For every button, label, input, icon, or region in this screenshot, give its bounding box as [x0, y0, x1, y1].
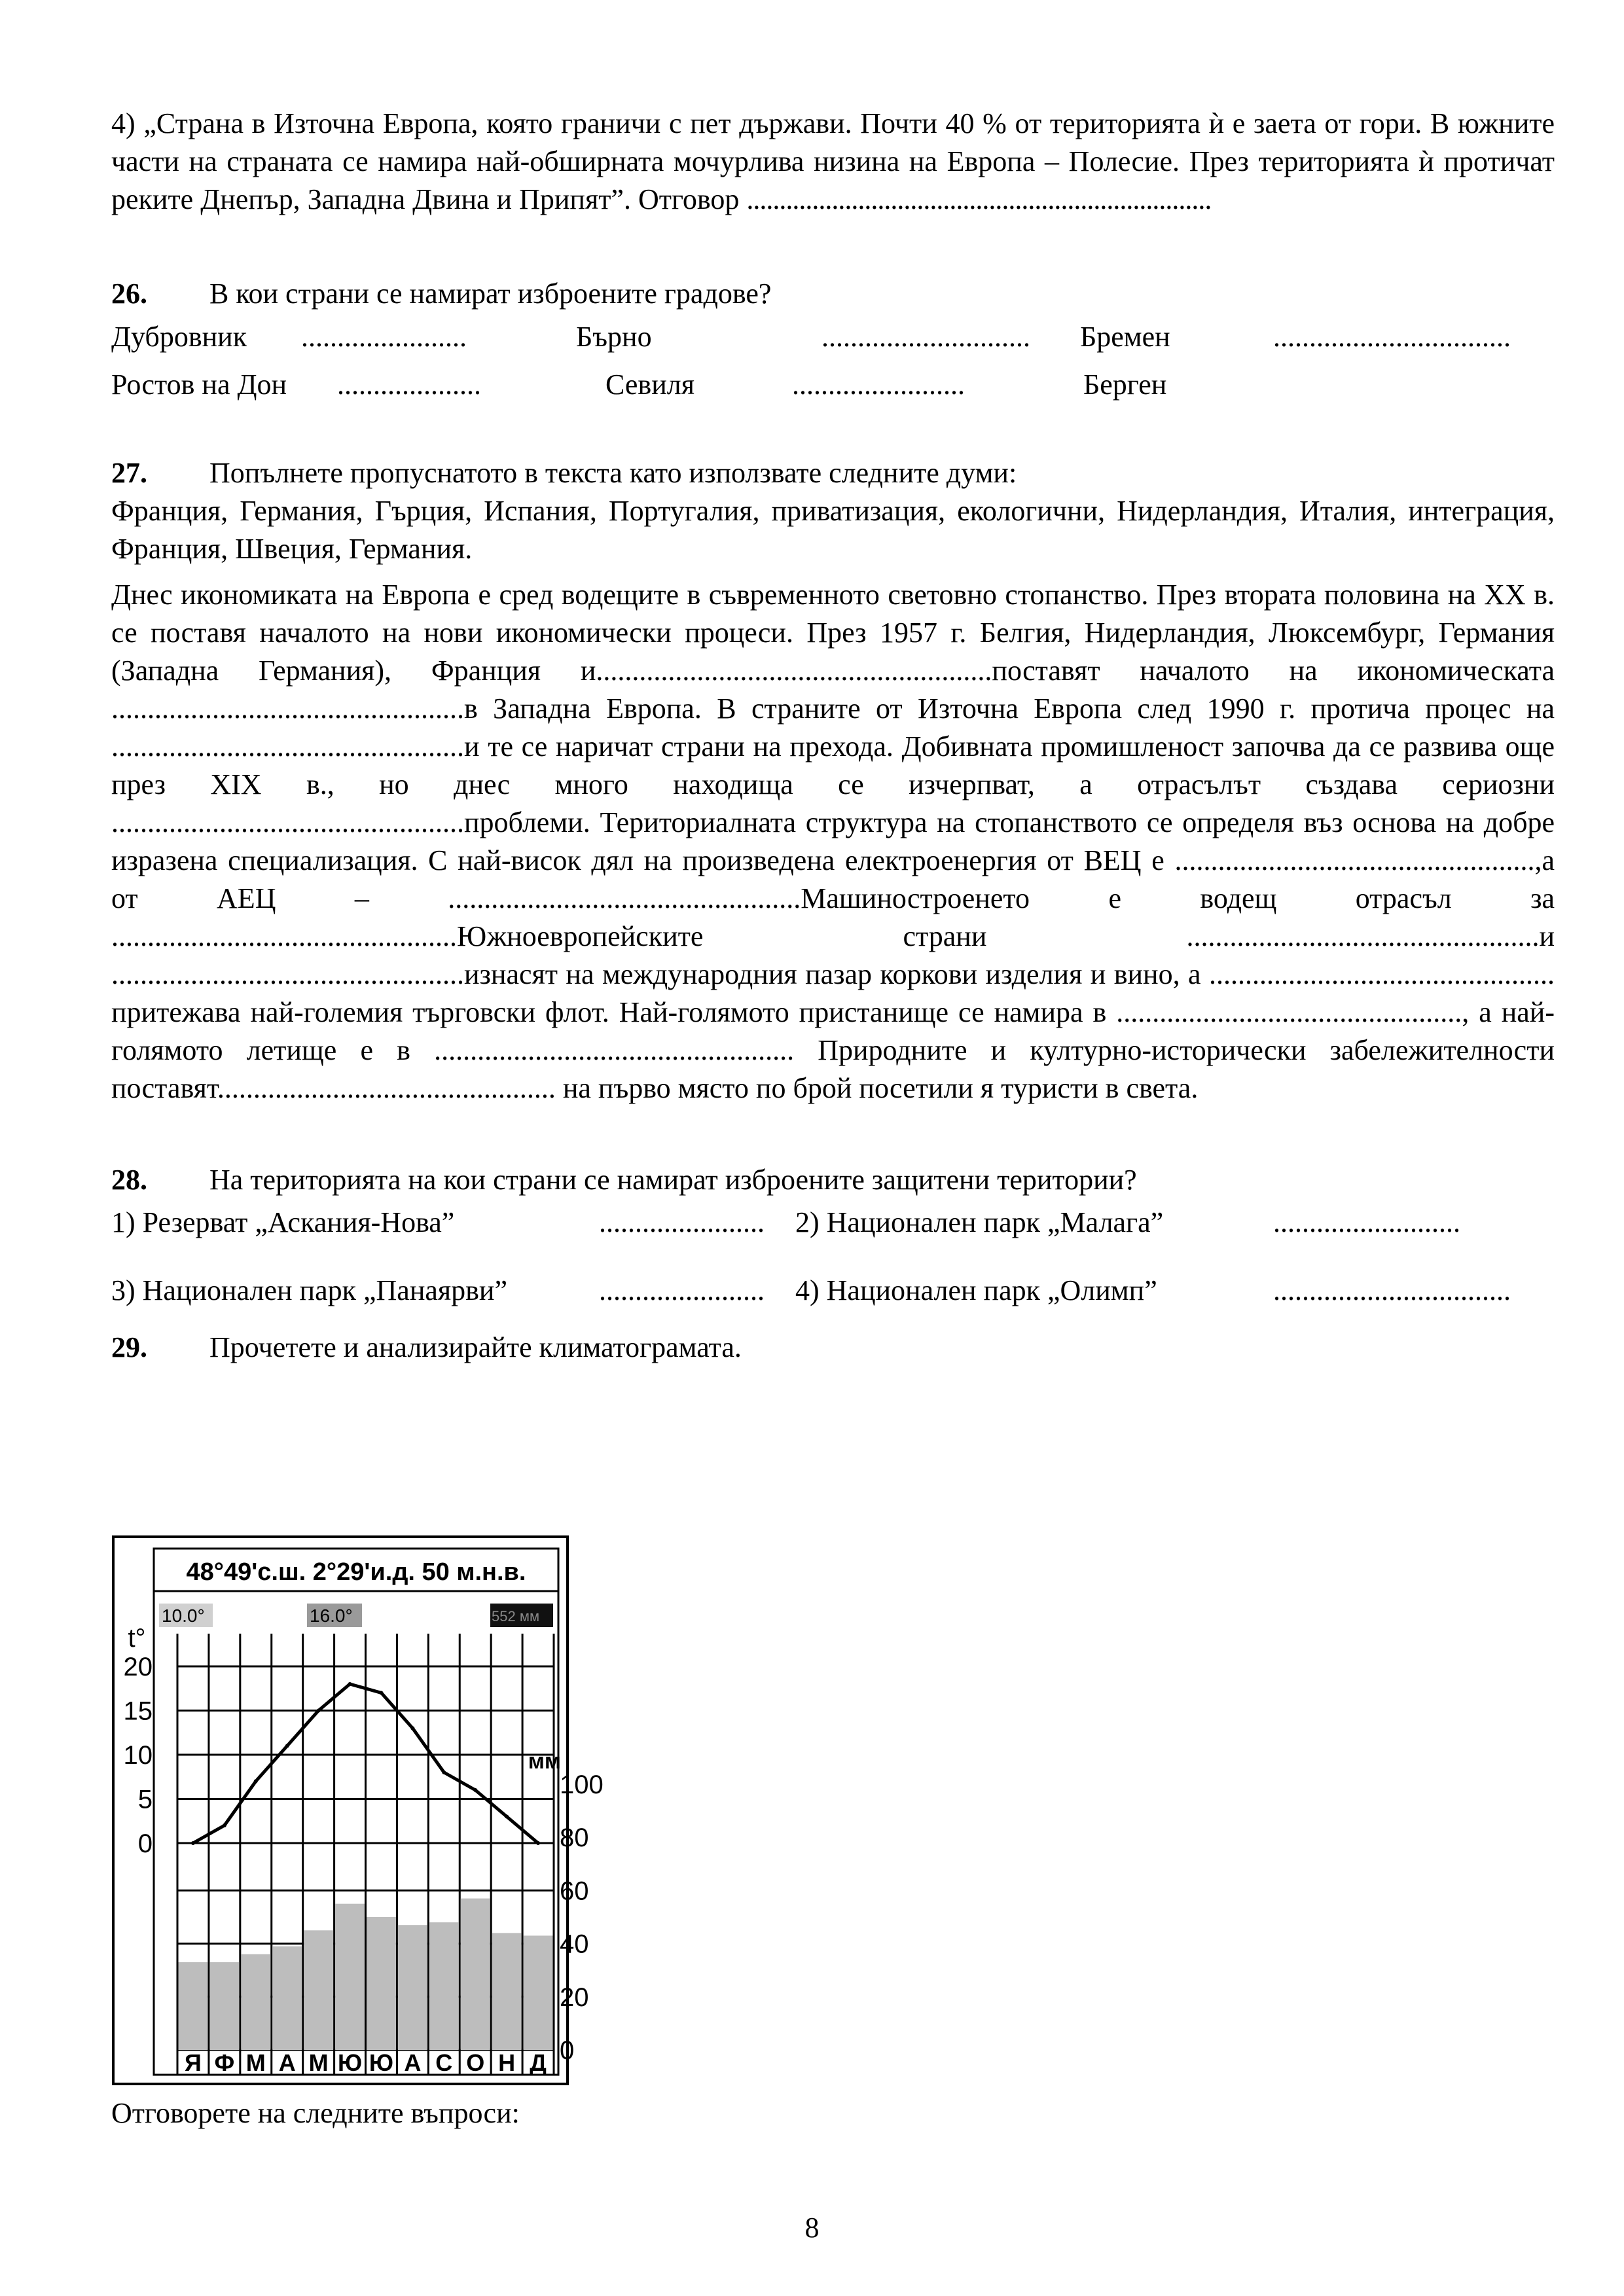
mean-temp-label: 16.0° [310, 1605, 353, 1626]
q29-text: Прочетете и анализирайте климатограмата. [209, 1331, 742, 1363]
q25-item-4 [111, 105, 1555, 219]
temp-tick-label: 10 [123, 1741, 153, 1770]
q28-blank[interactable]: ................................. [1273, 1274, 1511, 1306]
precip-bar [524, 1935, 553, 2050]
precip-bar [304, 1930, 333, 2050]
temperature-point [410, 1727, 414, 1731]
temp-tick-label: 20 [123, 1653, 153, 1681]
month-label: М [245, 2049, 266, 2076]
q26-blank[interactable]: ....................... [301, 320, 467, 353]
temp-tick-label: 5 [137, 1785, 153, 1814]
precip-bar [179, 1962, 208, 2050]
precip-axis-label: мм [528, 1749, 561, 1774]
temperature-point [473, 1788, 477, 1792]
precip-tick-label: 100 [560, 1770, 604, 1799]
precip-bar [492, 1933, 522, 2050]
q25-item-4-answer-blank[interactable]: ....................................................................... [746, 183, 1212, 215]
precip-bar [241, 1954, 270, 2050]
q28-item: 3) Национален парк „Панаярви” [111, 1274, 507, 1306]
precip-tick-label: 20 [560, 1982, 589, 2012]
month-label: Д [530, 2049, 547, 2076]
temperature-point [505, 1815, 509, 1819]
q28-item: 1) Резерват „Аскания-Нова” [111, 1206, 455, 1238]
q26-row-1 [111, 313, 1555, 361]
month-label: О [466, 2049, 485, 2076]
q26-city: Берген [1083, 368, 1167, 401]
precip-bar [398, 1925, 427, 2050]
q27-text: Попълнете пропуснатото в текста като използвате следните думи: [209, 457, 1017, 489]
temperature-point [317, 1709, 321, 1713]
chart-title: 48°49'с.ш. 2°29'и.д. 50 м.н.в. [186, 1558, 526, 1586]
temperature-point [379, 1691, 383, 1695]
climograph [112, 1535, 604, 2085]
annual-range-label: 10.0° [162, 1605, 205, 1626]
q29-followup: Отговорете на следните въпроси: [111, 2097, 520, 2129]
month-label: Я [185, 2049, 202, 2076]
q28-text: На територията на кои страни се намират изброените защитени територии? [209, 1164, 1137, 1196]
q25-item-4-text: 4) „Страна в Източна Европа, която граничи с пет държави. Почти 40 % от територията ѝ е заета от гори. В южните части на страната се намира най-обширната мочурлива низина на Европа – Полесие. През територията ѝ протичат реките Днепър, Западна Двина и Припят”. Отговор [111, 107, 1555, 215]
month-label: А [404, 2049, 422, 2076]
temp-axis-label: t° [128, 1624, 146, 1653]
q29-heading [111, 1329, 1555, 1367]
q26-blank[interactable]: ............................. [821, 320, 1030, 353]
page-number: 8 [804, 2212, 820, 2244]
q27-number: 27. [111, 457, 147, 489]
precip-bar [429, 1922, 459, 2050]
q29-number: 29. [111, 1331, 147, 1363]
precip-bar [461, 1899, 490, 2050]
q26-blank[interactable]: .................... [337, 368, 481, 401]
q28-blank[interactable]: .......................... [1273, 1206, 1460, 1238]
month-label: Ю [369, 2049, 394, 2076]
q26-city: Ростов на Дон [111, 368, 287, 401]
worksheet-page [111, 105, 1555, 1367]
q28-blank[interactable]: ....................... [599, 1274, 765, 1306]
q28-item: 4) Национален парк „Олимп” [795, 1274, 1157, 1306]
q26-city: Севиля [605, 368, 695, 401]
climograph-svg [112, 1535, 604, 2085]
precip-bar [209, 1962, 239, 2050]
precip-tick-label: 40 [560, 1929, 589, 1959]
precip-bar [335, 1904, 365, 2050]
q27-fill-text[interactable]: Днес икономиката на Европа е сред водещите в съвременното световно стопанство. През втората половина на XX в. се поставя началото на нови икономически процеси. През 1957 г. Белгия, Нидерландия, Люксембург, Германия (Западна Германия), Франция и.......................................................поставят началото на икономическата .................................................в Западна Европа. В страните от Източна Европа след 1990 г. протича процес на .................................................и те се наричат страни на прехода. Добивната промишленост започва да се развива още през XIX в., но днес много находища се изчерпват, а отрасълът създава сериозни .................................................проблеми. Териториалната структура на стопанството се определя въз основа на добре изразена специализация. С най-висок дял на произведена електроенергия от ВЕЦ е ..................................................,а от АЕЦ – .................................................Машиностроенето е водещ отрасъл за ................................................Южноевропейските страни .................................................и .................................................изнасят на международния пазар коркови изделия и вино, а ................................................ притежава най-големия търговски флот. Най-голямото пристанище се намира в ................................................, а най-голямото летище е в .................................................. Природните и културно-исторически забележителности поставят............................................... на първо място по брой посетили я туристи в света. [111, 579, 1555, 1104]
precip-tick-label: 0 [560, 2036, 575, 2065]
temp-tick-label: 0 [137, 1829, 153, 1858]
q27-heading [111, 454, 1555, 492]
q26-city: Бремен [1080, 320, 1170, 353]
q26-city: Бърно [576, 320, 652, 353]
q28-blank[interactable]: ....................... [599, 1206, 765, 1238]
temp-tick-label: 15 [123, 1696, 153, 1726]
q27-word-list: Франция, Германия, Гърция, Испания, Португалия, приватизация, екологични, Нидерландия, Италия, интеграция, Франция, Швеция, Германия. [111, 495, 1555, 565]
q26-blank[interactable]: ........................ [792, 368, 965, 401]
temperature-point [536, 1841, 540, 1845]
precip-tick-label: 60 [560, 1876, 589, 1906]
month-label: Н [498, 2049, 516, 2076]
q28-number: 28. [111, 1164, 147, 1196]
q26-text: В кои страни се намират изброените градове? [209, 278, 772, 310]
precip-bar [272, 1946, 302, 2050]
q26-number: 26. [111, 278, 147, 310]
temperature-point [223, 1823, 226, 1827]
month-label: Ф [214, 2049, 235, 2076]
temperature-point [285, 1744, 289, 1748]
month-label: А [278, 2049, 296, 2076]
temperature-point [348, 1682, 352, 1686]
q28-item: 2) Национален парк „Малага” [795, 1206, 1164, 1238]
month-label: С [435, 2049, 453, 2076]
month-label: М [308, 2049, 329, 2076]
precip-tick-label: 80 [560, 1823, 589, 1853]
temperature-point [442, 1770, 446, 1774]
q26-city: Дубровник [111, 320, 247, 353]
temperature-point [254, 1780, 258, 1784]
temperature-point [191, 1841, 195, 1845]
precip-bar [367, 1917, 396, 2050]
q28-row-2 [111, 1255, 1555, 1326]
annual-precip-label: 552 мм [492, 1608, 540, 1624]
q26-blank[interactable]: ................................. [1273, 320, 1511, 353]
q26-heading [111, 275, 1555, 313]
q26-row-2 [111, 361, 1555, 408]
month-label: Ю [337, 2049, 363, 2076]
